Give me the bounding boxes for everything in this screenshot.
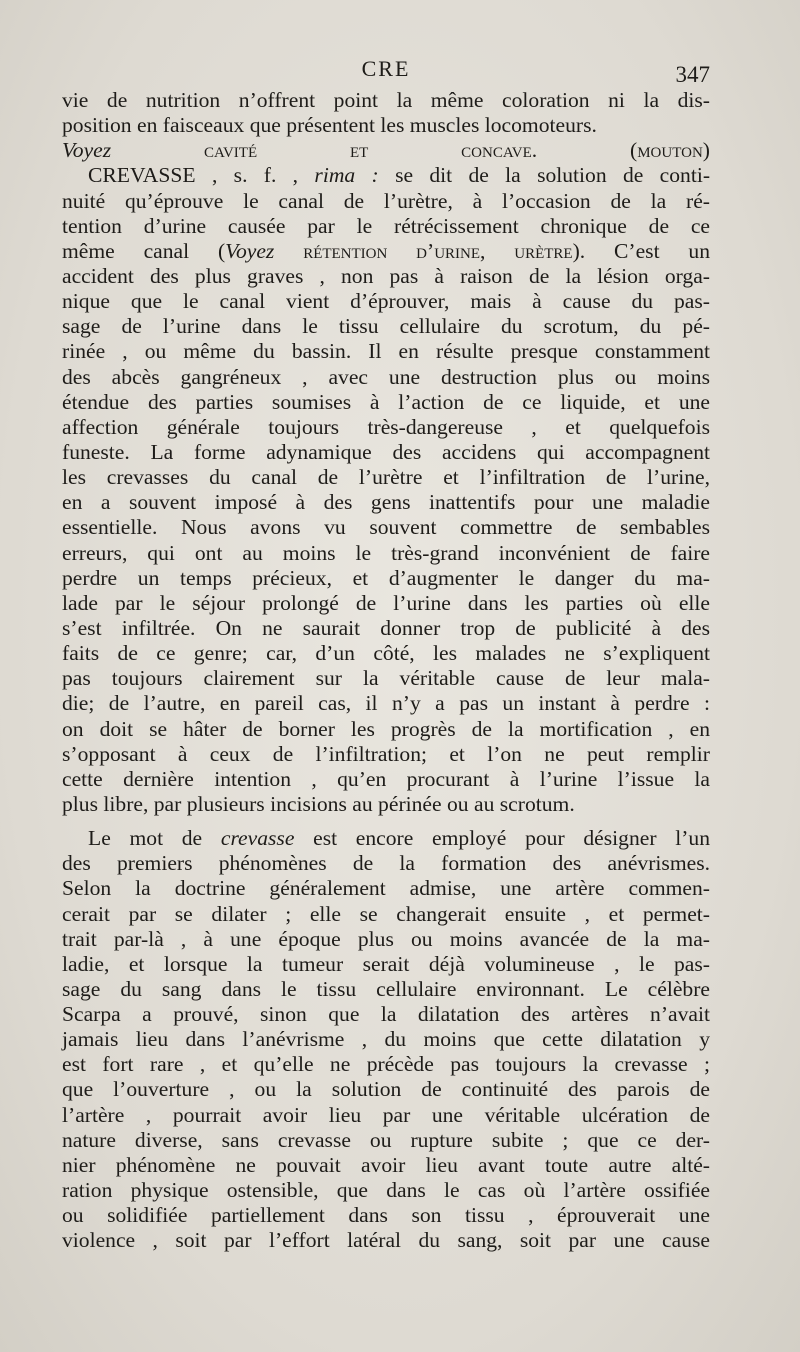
cross-reference: rétention d’urine, urètre — [303, 238, 573, 263]
page-number: 347 — [675, 62, 710, 87]
author-signature: (mouton) — [630, 138, 710, 163]
voyez-label: Voyez — [225, 238, 275, 263]
text-line: étendue des parties soumises à l’action de ce liquide, et une — [62, 389, 710, 414]
text-line: ladie, et lorsque la tumeur serait déjà volumineuse , le pas- — [62, 951, 710, 976]
text-line: erreurs, qui ont au moins le très-grand inconvénient de faire — [62, 540, 710, 565]
grammatical-info: , s. f. , — [211, 163, 299, 188]
text-fragment: ). C’est un — [572, 238, 711, 263]
voyez-label: Voyez — [62, 138, 112, 163]
text-line: Scarpa a prouvé, sinon que la dilatation des artères n’avait — [62, 1002, 710, 1027]
text-line: en a souvent imposé à des gens inattentifs pour une maladie — [62, 490, 710, 515]
text-line: perdre un temps précieux, et d’augmenter le danger du ma- — [62, 565, 710, 590]
running-head: CRE — [361, 56, 411, 81]
text-fragment: est encore employé pour désigner l’un — [313, 826, 710, 851]
text-line: nature diverse, sans crevasse ou rupture subite ; que ce der- — [62, 1127, 710, 1152]
text-line: nuité qu’éprouve le canal de l’urètre, à l’occasion de la ré- — [62, 188, 710, 213]
page-header — [62, 56, 710, 92]
text-line: des abcès gangréneux , avec une destruction plus ou moins — [62, 364, 710, 389]
text-line: des premiers phénomènes de la formation des anévrismes. — [62, 851, 710, 876]
text-line: ou solidifiée partiellement dans son tissu , éprouverait une — [62, 1203, 710, 1228]
text-line: sage de l’urine dans le tissu cellulaire du scrotum, du pé- — [62, 314, 710, 339]
text-line: sage du sang dans le tissu cellulaire environnant. Le célèbre — [62, 976, 710, 1001]
cross-reference-line — [62, 138, 710, 163]
text-line: tention d’urine causée par le rétrécissement chronique de ce — [62, 213, 710, 238]
text-line: les crevasses du canal de l’urètre et l’infiltration de l’urine, — [62, 465, 710, 490]
text-line: affection générale toujours très-dangereuse , et quelquefois — [62, 414, 710, 439]
text-line: die; de l’autre, en pareil cas, il n’y a pas un instant à perdre : — [62, 691, 710, 716]
text-line: Selon la doctrine généralement admise, une artère commen- — [62, 876, 710, 901]
latin-term: rima : — [314, 163, 379, 188]
text-line — [62, 239, 710, 264]
text-line: pas toujours clairement sur la véritable cause de leur mala- — [62, 666, 710, 691]
text-line: est fort rare , et qu’elle ne précède pas toujours la crevasse ; — [62, 1052, 710, 1077]
text-line: s’opposant à ceux de l’infiltration; et l’on ne peut remplir — [62, 741, 710, 766]
text-line: vie de nutrition n’offrent point la même coloration ni la dis- — [62, 88, 710, 112]
entry-headword-line — [62, 163, 710, 188]
text-line: que l’ouverture , ou la solution de continuité des parois de — [62, 1077, 710, 1102]
text-line: essentielle. Nous avons vu souvent commettre de sembables — [62, 515, 710, 540]
entry-headword: CREVASSE — [88, 163, 196, 188]
text-fragment: même canal ( — [62, 238, 226, 263]
text-line: jamais lieu dans l’anévrisme , du moins que cette dilatation y — [62, 1027, 710, 1052]
page-body — [62, 88, 710, 1253]
text-line: position en faisceaux que présentent les muscles locomoteurs. — [62, 113, 597, 138]
text-line: cerait par se dilater ; elle se changerait ensuite , et permet- — [62, 901, 710, 926]
text-line: funeste. La forme adynamique des accidens qui accompagnent — [62, 439, 710, 464]
text-fragment: se dit de la solution de conti- — [395, 163, 711, 188]
text-line: on doit se hâter de borner les progrès de la mortification , en — [62, 716, 710, 741]
text-line: l’artère , pourrait avoir lieu par une véritable ulcération de — [62, 1102, 710, 1127]
text-line: violence , soit par l’effort latéral du sang, soit par une cause — [62, 1228, 710, 1253]
text-line: accident des plus graves , non pas à raison de la lésion orga- — [62, 263, 710, 288]
text-line: nier phénomène ne pouvait avoir lieu avant toute autre alté- — [62, 1152, 710, 1177]
text-line: faits de ce genre; car, d’un côté, les malades ne s’expliquent — [62, 641, 710, 666]
italic-term: crevasse — [220, 826, 295, 851]
text-line: rinée , ou même du bassin. Il en résulte presque constamment — [62, 339, 710, 364]
text-line: plus libre, par plusieurs incisions au périnée ou au scrotum. — [62, 791, 575, 816]
text-line: s’est infiltrée. On ne saurait donner trop de publicité à des — [62, 615, 710, 640]
paragraph-gap — [62, 817, 710, 826]
text-fragment: Le mot de — [88, 826, 203, 851]
text-line: lade par le séjour prolongé de l’urine dans les parties où elle — [62, 590, 710, 615]
text-line: trait par-là , à une époque plus ou moins avancée de la ma- — [62, 926, 710, 951]
text-line: nique que le canal vient d’éprouver, mais à cause du pas- — [62, 289, 710, 314]
text-line: cette dernière intention , qu’en procurant à l’urine l’issue la — [62, 766, 710, 791]
cross-reference: cavité et concave. — [204, 138, 538, 163]
text-line: ration physique ostensible, que dans le cas où l’artère ossifiée — [62, 1178, 710, 1203]
paragraph-opening-line — [62, 826, 710, 851]
